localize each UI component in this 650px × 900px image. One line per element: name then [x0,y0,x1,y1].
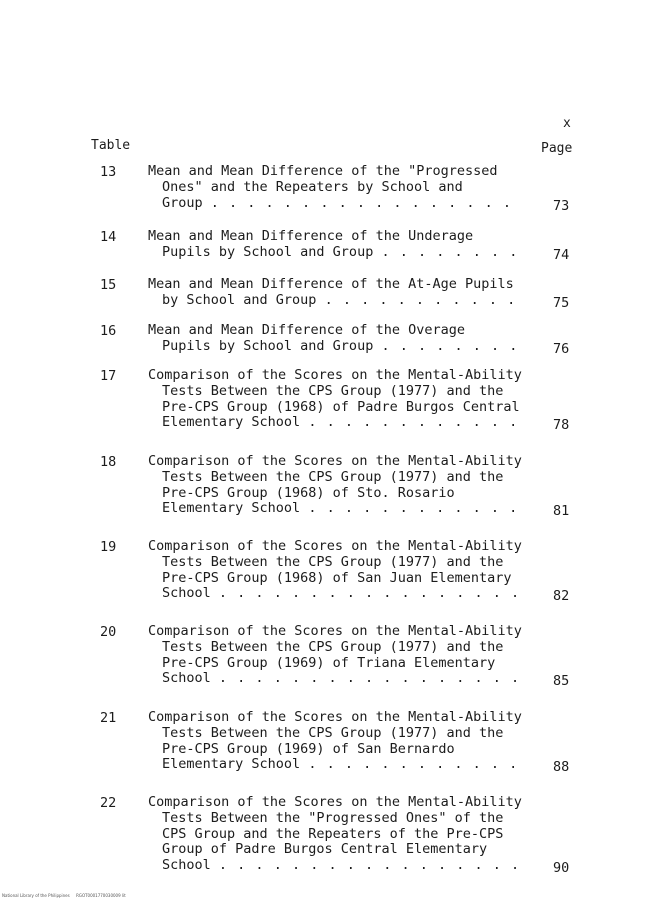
entry-title [148,710,543,773]
entry-title [148,164,543,211]
dot-leader: . . . . . . . . . . . . . . . . . [218,857,521,874]
entry-page-number: 78 [553,417,570,434]
entry-page-number: 75 [553,294,570,311]
entry-number: 16 [100,323,117,339]
footer-stamp: National Library of the Philippines RGOT0001770030009 lit [2,893,126,898]
entry-title-line: Mean and Mean Difference of the Overage [148,322,465,338]
dot-leader: . . . . . . . . . . . . [308,500,519,517]
entry-title-line: Mean and Mean Difference of the At-Age Pupils [148,276,514,292]
dot-leader: . . . . . . . . . . . [324,291,517,308]
entry-title-line: Pre-CPS Group (1968) of Sto. Rosario [162,484,455,501]
entry-title-line: Tests Between the CPS Group (1977) and the [162,468,504,485]
entry-page-number: 90 [553,860,570,877]
entry-title-line: Elementary School [162,414,301,431]
dot-leader: . . . . . . . . . . . . . . . . . [218,670,521,687]
dot-leader: . . . . . . . . . . . . . . . . . [210,194,512,211]
dot-leader: . . . . . . . . [381,337,519,354]
entry-title-line: Tests Between the CPS Group (1977) and the [162,382,504,399]
entry-title [148,454,543,517]
entry-title [148,368,543,431]
entry-number: 18 [100,454,117,470]
entry-number: 20 [100,624,117,640]
entry-number: 22 [100,795,117,811]
entry-title-line: School [162,670,211,687]
page-number: x [563,116,571,131]
entry-title-line: Comparison of the Scores on the Mental-Ability [148,367,522,383]
entry-title-line: Tests Between the CPS Group (1977) and the [162,553,504,570]
entry-title [148,323,543,355]
entry-title-line: Elementary School [162,500,301,517]
entry-title-line: Pre-CPS Group (1969) of Triana Elementary [162,654,496,671]
entry-title-line: Comparison of the Scores on the Mental-Ability [148,538,522,554]
entry-page-number: 76 [553,340,570,357]
entry-page-number: 74 [553,246,570,263]
table-column-header: Table [91,138,131,153]
entry-title-line: by School and Group [162,291,317,308]
dot-leader: . . . . . . . . [381,243,519,260]
entry-title-line: Comparison of the Scores on the Mental-Ability [148,623,522,639]
entry-title-line: School [162,585,211,602]
entry-title-line: Group of Padre Burgos Central Elementary [162,841,488,858]
entry-title-line: Comparison of the Scores on the Mental-Ability [148,794,522,810]
entry-title-line: Elementary School [162,756,301,773]
entry-title-line: Group [162,194,203,211]
entry-title-line: Tests Between the CPS Group (1977) and the [162,724,504,741]
entry-number: 15 [100,277,117,293]
entry-number: 14 [100,229,117,245]
entry-number: 17 [100,368,117,384]
entry-title-line: School [162,857,211,874]
entry-title-line: Comparison of the Scores on the Mental-Ability [148,453,522,469]
dot-leader: . . . . . . . . . . . . . . . . . [218,585,521,602]
entry-title-line: Pre-CPS Group (1968) of San Juan Elementary [162,569,512,586]
entry-page-number: 81 [553,503,570,520]
dot-leader: . . . . . . . . . . . . [308,756,519,773]
entry-title-line: Ones" and the Repeaters by School and [162,178,463,195]
entry-number: 13 [100,164,117,180]
entry-page-number: 73 [553,197,570,214]
dot-leader: . . . . . . . . . . . . [308,414,519,431]
entry-title-line: Mean and Mean Difference of the Underage [148,228,474,244]
entry-title-line: Pre-CPS Group (1969) of San Bernardo [162,740,455,757]
entry-title [148,539,543,602]
entry-page-number: 88 [553,759,570,776]
entry-title-line: Pre-CPS Group (1968) of Padre Burgos Central [162,398,520,415]
page-column-header: Page [541,141,573,156]
entry-page-number: 82 [553,588,570,605]
entry-number: 19 [100,539,117,555]
entry-page-number: 85 [553,673,570,690]
entry-title-line: Tests Between the "Progressed Ones" of the [162,809,504,826]
entry-title-line: Pupils by School and Group [162,337,374,354]
entry-title-line: Pupils by School and Group [162,243,374,260]
entry-title [148,624,543,687]
entry-title [148,795,543,874]
entry-title [148,277,543,309]
entry-title-line: CPS Group and the Repeaters of the Pre-CPS [162,825,504,842]
entry-number: 21 [100,710,117,726]
entry-title-line: Tests Between the CPS Group (1977) and the [162,638,504,655]
entry-title-line: Mean and Mean Difference of the "Progressed [148,163,498,179]
entry-title-line: Comparison of the Scores on the Mental-Ability [148,709,522,725]
entry-title [148,229,543,261]
